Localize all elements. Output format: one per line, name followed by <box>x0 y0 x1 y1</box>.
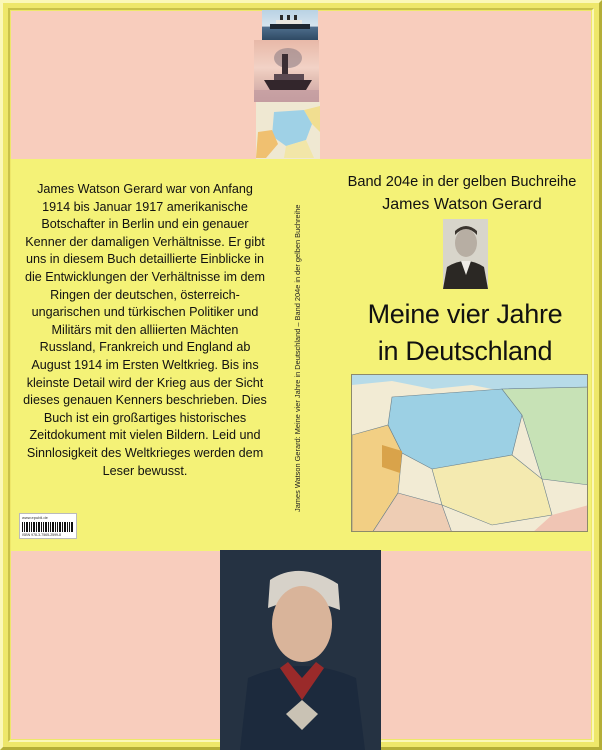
title-line-1: Meine vier Jahre <box>367 299 563 329</box>
author-portrait <box>443 219 488 289</box>
publisher-url: www.epubli.de <box>22 515 48 520</box>
ocean-liner-photo <box>262 10 318 40</box>
spine-text: James Watson Gerard: Meine vier Jahre in Deutschland – Band 204e in der gelben Buchreihe <box>293 204 302 512</box>
series-label: Band 204e in der gelben Buchreihe <box>347 174 577 190</box>
isbn-number: ISBN 978-3-7565-2599-8 <box>22 533 62 537</box>
central-europe-map <box>351 374 588 532</box>
steamship-painting <box>254 40 319 102</box>
back-cover-blurb: James Watson Gerard war von Anfang 1914 bis Januar 1917 amerikanische Botschafter in Berlin und ein genauer Kenner der damaligen Verhältnisse. Er gibt uns in diesem Buch detaillierte Einblicke in die Entwicklungen der Verhältnisse im dem Ringen der deutschen, österreich-ungarischen und türkischen Politiker und Militärs mit den alliierten Mächten Russland, Frankreich und England ab August 1914 im Ersten Weltkrieg. Bis ins kleinste Detail wird der Krieg aus der Sicht dieses genauen Kenners beschrieben. Dies Buch ist ein großartiges historisches Zeitdokument mit vielen Bildern. Leid und Sinnlosigkeit des Weltkrieges werden dem Leser bewusst. <box>23 182 267 478</box>
isbn-barcode <box>19 513 77 539</box>
book-title <box>336 296 594 370</box>
frederick-portrait-painting <box>220 550 381 750</box>
author-name: James Watson Gerard <box>382 196 542 213</box>
title-line-2: in Deutschland <box>377 336 553 366</box>
barcode-bars <box>22 522 74 532</box>
europe-map-thumbnail <box>256 102 320 159</box>
